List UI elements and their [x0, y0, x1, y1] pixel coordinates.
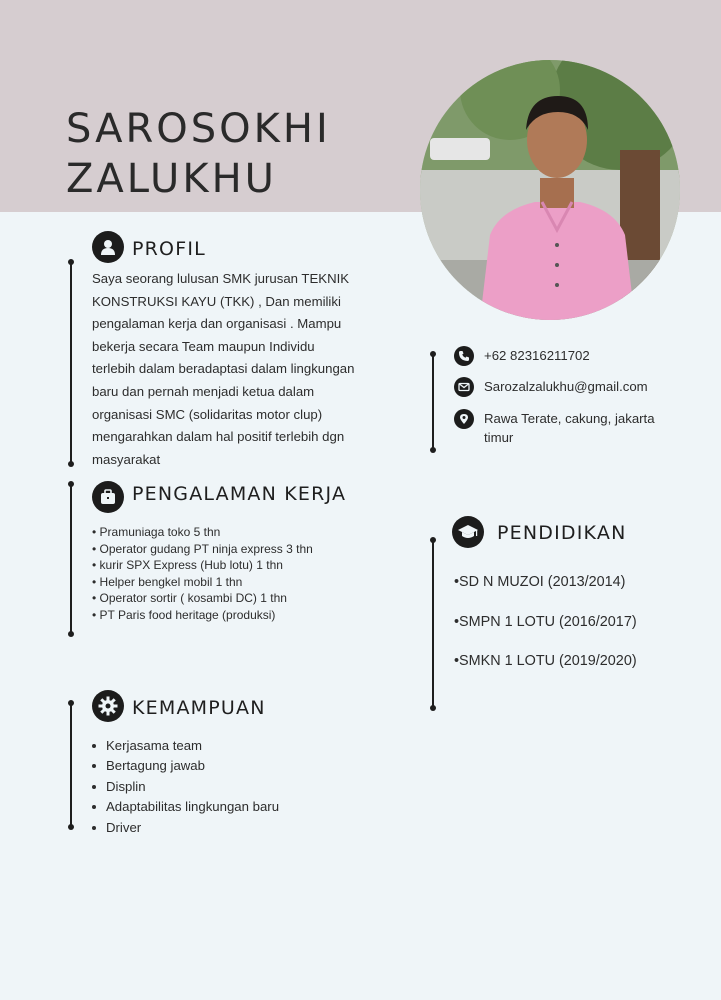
- list-item: Kerjasama team: [92, 736, 279, 756]
- list-item: • SD N MUZOI (2013/2014): [454, 574, 637, 614]
- email-icon: [454, 377, 474, 397]
- pengalaman-timeline: [70, 484, 72, 634]
- location-icon: [454, 409, 474, 429]
- phone-icon: [454, 346, 474, 366]
- pendidikan-title: PENDIDIKAN: [497, 522, 627, 544]
- pendidikan-timeline: [432, 540, 434, 708]
- pengalaman-title: PENGALAMAN KERJA: [132, 483, 347, 505]
- profil-line: KONSTRUKSI KAYU (TKK) , Dan memiliki: [92, 293, 341, 309]
- phone-number: +62 82316211702: [484, 348, 590, 363]
- profile-photo: [420, 60, 680, 320]
- phone-row: [454, 346, 684, 366]
- kemampuan-timeline: [70, 703, 72, 827]
- profil-timeline: [70, 262, 72, 464]
- kontak-timeline: [432, 354, 434, 450]
- address: [484, 409, 684, 447]
- address-line: Rawa Terate, cakung, jakarta: [484, 411, 655, 426]
- email-row: [454, 377, 684, 397]
- kemampuan-title: KEMAMPUAN: [132, 697, 266, 719]
- list-item: Displin: [92, 777, 279, 797]
- candidate-name: [66, 104, 331, 204]
- profil-line: Saya seorang lulusan SMK jurusan TEKNIK: [92, 271, 350, 286]
- list-item: • PT Paris food heritage (produksi): [92, 607, 313, 624]
- gear-icon: [92, 690, 124, 722]
- profil-title: PROFIL: [132, 238, 206, 260]
- profil-line: pengalaman kerja dan organisasi . Mampu: [92, 316, 342, 332]
- last-name: ZALUKHU: [66, 156, 277, 202]
- list-item: Adaptabilitas lingkungan baru: [92, 797, 279, 817]
- pengalaman-list: [92, 524, 313, 624]
- graduation-cap-icon: [452, 516, 484, 548]
- profil-text: [92, 268, 392, 471]
- pendidikan-list: [454, 574, 637, 693]
- list-item: • kurir SPX Express (Hub lotu) 1 thn: [92, 557, 313, 574]
- list-item: Driver: [92, 818, 279, 838]
- address-row: [454, 409, 684, 447]
- list-item: • Operator gudang PT ninja express 3 thn: [92, 541, 313, 558]
- kemampuan-list: [92, 736, 279, 838]
- profil-line: terlebih dalam beradaptasi dalam lingkungan: [92, 361, 355, 377]
- list-item: Bertagung jawab: [92, 756, 279, 776]
- profil-line: baru dan pernah menjadi ketua dalam: [92, 383, 315, 399]
- email-address: Sarozalzalukhu@gmail.com: [484, 379, 648, 394]
- profil-line: mengarahkan dalam hal positif terlebih dgn: [92, 429, 345, 445]
- profil-line: bekerja secara Team maupun Individu: [92, 338, 315, 354]
- briefcase-icon: [92, 481, 124, 513]
- list-item: • Pramuniaga toko 5 thn: [92, 524, 313, 541]
- list-item: • Helper bengkel mobil 1 thn: [92, 574, 313, 591]
- profil-line: masyarakat: [92, 451, 161, 467]
- address-line: timur: [484, 430, 514, 445]
- profil-line: organisasi SMC (solidaritas motor clup): [92, 406, 323, 422]
- list-item: • SMPN 1 LOTU (2016/2017): [454, 614, 637, 654]
- user-icon: [92, 231, 124, 263]
- list-item: • SMKN 1 LOTU (2019/2020): [454, 653, 637, 693]
- list-item: • Operator sortir ( kosambi DC) 1 thn: [92, 590, 313, 607]
- first-name: SAROSOKHI: [66, 106, 331, 152]
